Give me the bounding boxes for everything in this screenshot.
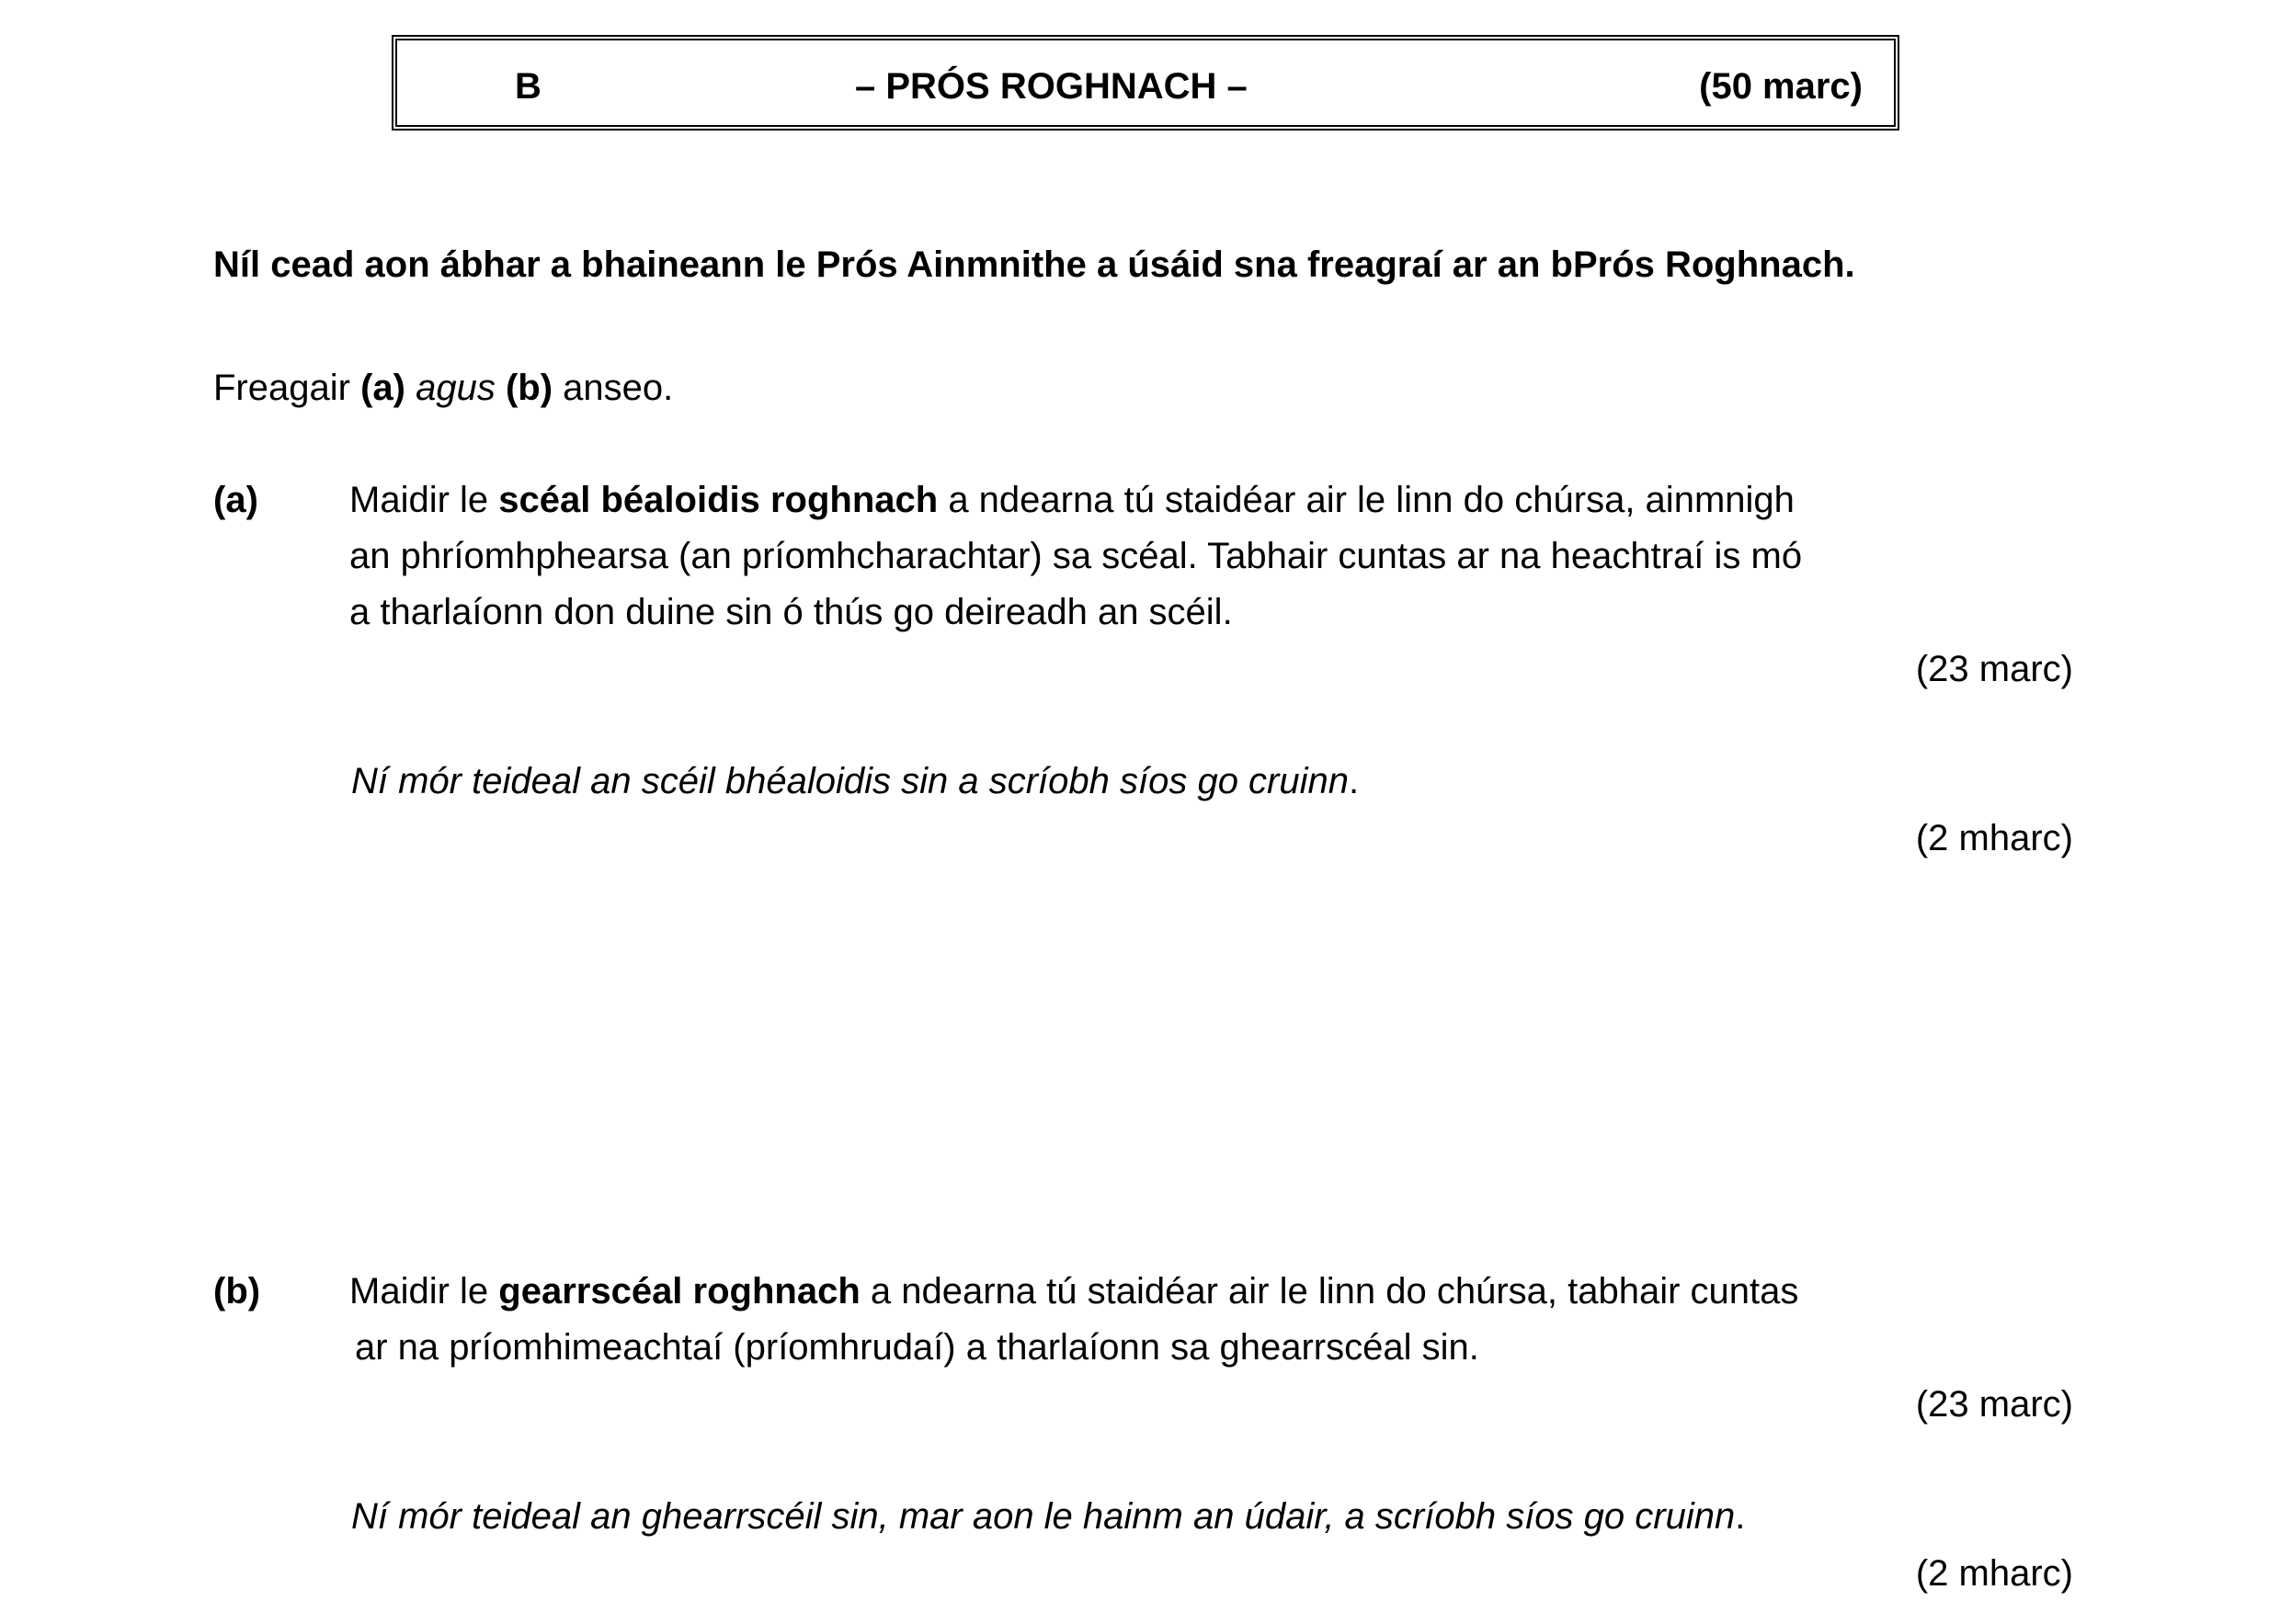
question-b-label: (b) [213, 1271, 261, 1312]
question-b-marks-title: (2 mharc) [1915, 1553, 2073, 1594]
question-a-marks-title: (2 mharc) [1915, 818, 2073, 858]
section-header-box [392, 35, 1899, 131]
question-a-title-note [351, 763, 1359, 800]
instruction-a: (a) [360, 368, 405, 408]
notice-text: Níl cead aon ábhar a bhaineann le Prós Ainmnithe a úsáid sna freagraí ar an bPrós Roghnach. [213, 244, 1855, 285]
question-b-line1-pre: Maidir le [349, 1271, 499, 1312]
section-letter: B [515, 66, 542, 107]
instruction-line [213, 369, 673, 406]
question-b-line1 [349, 1273, 1798, 1310]
question-b-title-note-text: Ní mór teideal an ghearrscéil sin, mar aon le hainm an údair, a scríobh síos go cruinn [351, 1496, 1736, 1537]
question-a-title-note-text: Ní mór teideal an scéil bhéaloidis sin a scríobh síos go cruinn [351, 761, 1349, 801]
instruction-agus: agus [416, 368, 496, 408]
question-b-marks-main: (23 marc) [1915, 1384, 2073, 1425]
question-a-label: (a) [213, 480, 258, 520]
question-b-line1-bold: gearrscéal roghnach [498, 1271, 861, 1312]
section-marks: (50 marc) [1699, 66, 1863, 107]
question-a-marks-main: (23 marc) [1915, 649, 2073, 689]
section-title: – PRÓS ROGHNACH – [855, 66, 1248, 107]
instruction-suffix: anseo. [553, 368, 674, 408]
question-b-title-note-end: . [1735, 1496, 1746, 1537]
instruction-b: (b) [505, 368, 553, 408]
question-a-line1-pre: Maidir le [349, 480, 499, 520]
question-a-line1-bold: scéal béaloidis roghnach [498, 480, 939, 520]
question-a-line2: an phríomhphearsa (an príomhcharachtar) sa scéal. Tabhair cuntas ar na heachtraí is mó [349, 536, 1803, 576]
instruction-prefix: Freagair [213, 368, 361, 408]
question-a-line1-post: a ndearna tú staidéar air le linn do chúrsa, ainmnigh [938, 480, 1795, 520]
question-b-line2: ar na príomhimeachtaí (príomhrudaí) a tharlaíonn sa ghearrscéal sin. [355, 1327, 1479, 1368]
question-b-title-note [351, 1498, 1745, 1535]
question-a-title-note-end: . [1349, 761, 1360, 801]
question-a-line3: a tharlaíonn don duine sin ó thús go deireadh an scéil. [349, 592, 1233, 632]
question-b-line1-post: a ndearna tú staidéar air le linn do chúrsa, tabhair cuntas [860, 1271, 1799, 1312]
question-a-line1 [349, 482, 1795, 518]
